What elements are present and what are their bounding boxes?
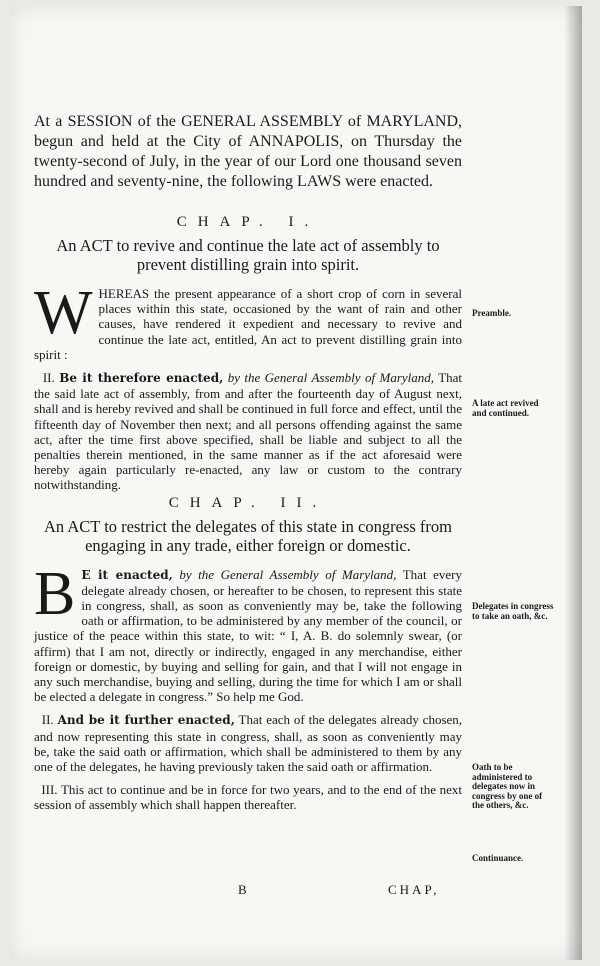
preamble-text: HEREAS the present appearance of a short crop of corn in several places within this state, occasioned by the want of rain and other causes, have rendered it expedient and necessary to revive and continue the late act, entitled, An act to prevent distilling grain into spirit : — [34, 286, 462, 362]
section-text: That each of the delegates already chosen, and now representing this state in congress, shall, as soon as conveniently may be, take the said oath or affirmation, which shall be administered to them by any one of the delegates, he having previously taken the said oath or affirmation. — [34, 712, 463, 775]
drop-cap-w: W — [34, 279, 93, 347]
drop-cap-b: B — [34, 559, 76, 628]
margin-note-delegates: Delegates in congress to take an oath, &c. — [472, 601, 554, 621]
assembly-clause: by the General Assembly of Maryland, — [227, 370, 435, 386]
assembly-clause: by the General Assembly of Maryland, — [179, 566, 397, 582]
enacting-clause: And be it further enacted, — [57, 713, 235, 728]
margin-note-revived: A late act revived and continued. — [472, 398, 539, 418]
chapter-1-title: An ACT to revive and continue the late act of assembly to prevent distilling grain into spirit. — [56, 236, 440, 274]
section-number: III. — [41, 782, 58, 798]
enacting-clause: Be it therefore enacted, — [59, 371, 224, 386]
chapter-2-heading: CHAP. II. — [168, 494, 328, 511]
catchword: CHAP, — [388, 882, 440, 897]
chapter-2-title: An ACT to restrict the delegates of this state in congress from engaging in any trade, either foreign or domestic. — [44, 516, 452, 555]
signature-mark: B — [238, 882, 247, 897]
chapter-1-heading: CHAP. I. — [176, 214, 320, 230]
chapter-2-section-3 — [34, 782, 462, 812]
chapter-1-preamble — [34, 279, 462, 362]
section-number: II. — [42, 370, 55, 386]
chapter-2-section-1 — [34, 559, 462, 705]
margin-note-preamble: Preamble. — [472, 308, 512, 318]
chapter-2-section-2 — [34, 712, 462, 774]
section-text: That every delegate already chosen, or hereafter to be chosen, to represent this state in congress, shall, as soon as conveniently may be, take the following oath or affirmation, to be administered by any member of the council, or justice of the peace within this state, to wit: “ I, A. B. do solemnly swear, (or affirm) that I am not, directly or indirectly, engaged in any merchandise, either foreign or domestic, by buying and selling for gain, and that I will not engage in any such merchandise, buying and selling, during the time for which I am or shall be elected a delegate in congress.” So help me God. — [34, 566, 462, 705]
section-text: This act to continue and be in force for two years, and to the end of the next session of assembly which shall happen thereafter. — [34, 782, 463, 813]
margin-note-continuance: Continuance. — [472, 853, 524, 863]
text-column — [34, 112, 462, 813]
margin-note-oath: Oath to be administered to delegates now in congress by one of the others, &c. — [472, 762, 543, 810]
session-header: At a SESSION of the GENERAL ASSEMBLY of MARYLAND, begun and held at the City of ANNAPOLIS, on Thursday the twenty-second of July, in the year of our Lord one thousand seven hundred and seventy-nine, the following LAWS were enacted. — [34, 113, 462, 190]
chapter-1-section-2 — [34, 370, 462, 493]
section-text: That the said late act of assembly, from and after the fourteenth day of August next, shall and is hereby revived and shall be continued in full force and effect, until the fifteenth day of November then next; and all persons offending against the same act, after the time first above specified, shall be liable and subject to all the penalties therein mentioned, in the same manner as if the act aforesaid were hereby again particularly re-enacted, any law or custom to the contrary notwithstanding. — [34, 370, 463, 493]
document-page — [10, 6, 582, 960]
enacting-clause: E it enacted, — [81, 567, 173, 582]
section-number: II. — [41, 712, 54, 728]
